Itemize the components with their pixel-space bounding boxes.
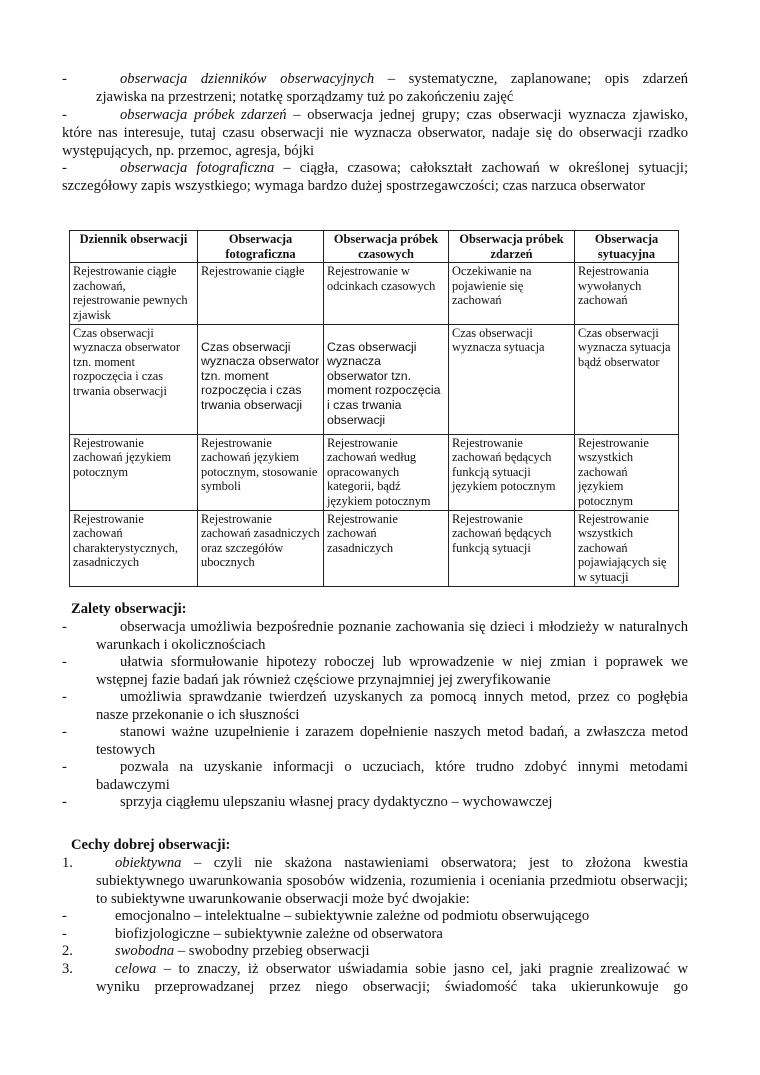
sub-item: - emocjonalno – intelektualne – subiektywnie zależne od podmiotu obserwującego bbox=[62, 908, 590, 924]
list-number: 2. bbox=[62, 943, 73, 959]
table-cell: Czas obserwacji wyznacza obserwator tzn. moment rozpoczęcia i czas trwania obserwacji bbox=[324, 324, 449, 434]
table-cell: Rejestrowanie zachowań będących funkcją sytuacji bbox=[449, 510, 575, 586]
numbered-item-1: 1. obiektywna – czyli nie skażona nastawieniami obserwatora; jest to złożona kwestia subiektywnego uwarunkowania sposobów widzenia, rozumienia i oceniania przedmiotu obserwacji; to subiektywne uwarunkowanie obserwacji może być dwojakie: bbox=[62, 855, 688, 907]
bullet-dash: - bbox=[62, 160, 67, 176]
list-item: - pozwala na uzyskanie informacji o uczuciach, które trudno zdobyć innymi metodami badawczymi bbox=[62, 759, 688, 793]
bullet-dash: - bbox=[62, 724, 67, 740]
intro-item-1 bbox=[62, 71, 688, 107]
table-row bbox=[70, 510, 679, 586]
table-cell: Rejestrowanie wszystkich zachowań językiem potocznym bbox=[575, 434, 679, 510]
intro-item-3 bbox=[62, 160, 688, 196]
numbered-item-2: 2. swobodna – swobodny przebieg obserwacji bbox=[62, 943, 370, 959]
table-cell: Czas obserwacji wyznacza sytuacja bbox=[449, 324, 575, 434]
list-item: - stanowi ważne uzupełnienie i zarazem dopełnienie naszych metod badań, a zwłaszcza metod testowych bbox=[62, 724, 688, 758]
table-cell: Rejestrowanie zachowań zasadniczych bbox=[324, 510, 449, 586]
intro-item-text: obserwacja próbek zdarzeń – obserwacja jednej grupy; czas obserwacji wyznacza zjawisko, które nas interesuje, tutaj czasu obserwacji nie wyznacza obserwator, nadaje się do obserwacji rzadko występujących, np. przemoc, agresja, bójki bbox=[62, 107, 688, 159]
table-cell: Rejestrowanie zachowań charakterystycznych, zasadniczych bbox=[70, 510, 198, 586]
table-header-cell: Obserwacja sytuacyjna bbox=[575, 231, 679, 263]
table-cell: Czas obserwacji wyznacza obserwator tzn. moment rozpoczęcia i czas trwania obserwacji bbox=[198, 324, 324, 434]
table-cell: Rejestrowanie zachowań językiem potocznym, stosowanie symboli bbox=[198, 434, 324, 510]
observation-comparison-table bbox=[69, 230, 679, 587]
bullet-dash: - bbox=[62, 908, 67, 924]
table-cell: Czas obserwacji wyznacza obserwator tzn. moment rozpoczęcia i czas trwania obserwacji bbox=[70, 324, 198, 434]
bullet-dash: - bbox=[62, 654, 67, 670]
table-cell: Czas obserwacji wyznacza sytuacja bądź obserwator bbox=[575, 324, 679, 434]
list-item: - sprzyja ciągłemu ulepszaniu własnej pracy dydaktyczno – wychowawczej bbox=[62, 794, 553, 810]
intro-item-text: obserwacja fotograficzna – ciągła, czasowa; całokształt zachowań w określonej sytuacji; szczegółowy zapis wszystkiego; wymaga bardzo dużej spostrzegawczości; czas narzuca obserwator bbox=[62, 160, 688, 194]
bullet-dash: - bbox=[62, 689, 67, 705]
table-cell: Rejestrowanie zachowań językiem potocznym bbox=[70, 434, 198, 510]
intro-term: obserwacja fotograficzna bbox=[120, 160, 275, 176]
table-cell: Rejestrowanie wszystkich zachowań pojawiających się w sytuacji bbox=[575, 510, 679, 586]
table-cell: Rejestrowanie w odcinkach czasowych bbox=[324, 263, 449, 324]
section-heading-cechy: Cechy dobrej obserwacji: bbox=[71, 837, 231, 853]
table-cell: Rejestrowania wywołanych zachowań bbox=[575, 263, 679, 324]
bullet-dash: - bbox=[62, 926, 67, 942]
intro-term: obserwacja dzienników obserwacyjnych bbox=[120, 71, 375, 87]
table-cell: Rejestrowanie zachowań będących funkcją sytuacji językiem potocznym bbox=[449, 434, 575, 510]
table-header-cell: Obserwacja próbek czasowych bbox=[324, 231, 449, 263]
table-row bbox=[70, 324, 679, 434]
intro-term: obserwacja próbek zdarzeń bbox=[120, 107, 287, 123]
bullet-dash: - bbox=[62, 71, 67, 87]
sub-item: - biofizjologiczne – subiektywnie zależne od obserwatora bbox=[62, 926, 443, 942]
cechy-term: swobodna bbox=[115, 943, 175, 959]
table-header-row bbox=[70, 231, 679, 263]
bullet-dash: - bbox=[62, 619, 67, 635]
intro-item-2 bbox=[62, 107, 688, 160]
table-cell: Oczekiwanie na pojawienie się zachowań bbox=[449, 263, 575, 324]
bullet-dash: - bbox=[62, 107, 67, 123]
table-cell: Rejestrowanie zachowań zasadniczych oraz szczegółów ubocznych bbox=[198, 510, 324, 586]
list-number: 1. bbox=[62, 855, 73, 871]
table-cell: Rejestrowanie ciągłe bbox=[198, 263, 324, 324]
list-number: 3. bbox=[62, 961, 73, 977]
section-heading-zalety: Zalety obserwacji: bbox=[71, 601, 187, 617]
table-header-cell: Obserwacja fotograficzna bbox=[198, 231, 324, 263]
bullet-dash: - bbox=[62, 759, 67, 775]
cechy-term: celowa bbox=[115, 961, 157, 977]
table-cell: Rejestrowanie zachowań według opracowanych kategorii, bądź językiem potocznym bbox=[324, 434, 449, 510]
table-header-cell: Obserwacja próbek zdarzeń bbox=[449, 231, 575, 263]
table-row bbox=[70, 263, 679, 324]
cechy-term: obiektywna bbox=[115, 855, 182, 871]
numbered-item-3: 3. celowa – to znaczy, iż obserwator uświadamia sobie jasno cel, jaki pragnie zrealizować w wyniku przeprowadzanej przez niego obserwacji; świadomość taka ukierunkowuje go bbox=[62, 961, 688, 995]
list-item: - ułatwia sformułowanie hipotezy roboczej lub wprowadzenie w niej zmian i poprawek we wstępnej fazie badań jak również częściowe przynajmniej jej zweryfikowanie bbox=[62, 654, 688, 688]
table-header-cell: Dziennik obserwacji bbox=[70, 231, 198, 263]
list-item: - obserwacja umożliwia bezpośrednie poznanie zachowania się dzieci i młodzieży w naturalnych warunkach i okolicznościach bbox=[62, 619, 688, 653]
table-row bbox=[70, 434, 679, 510]
bullet-dash: - bbox=[62, 794, 67, 810]
list-item: - umożliwia sprawdzanie twierdzeń uzyskanych za pomocą innych metod, przez co pogłębia nasze przekonanie o ich słuszności bbox=[62, 689, 688, 723]
table-cell: Rejestrowanie ciągłe zachowań, rejestrowanie pewnych zjawisk bbox=[70, 263, 198, 324]
intro-item-text: obserwacja dzienników obserwacyjnych – systematyczne, zaplanowane; opis zdarzeń zjawiska na przestrzeni; notatkę sporządzamy tuż po zakończeniu zajęć bbox=[96, 71, 688, 105]
